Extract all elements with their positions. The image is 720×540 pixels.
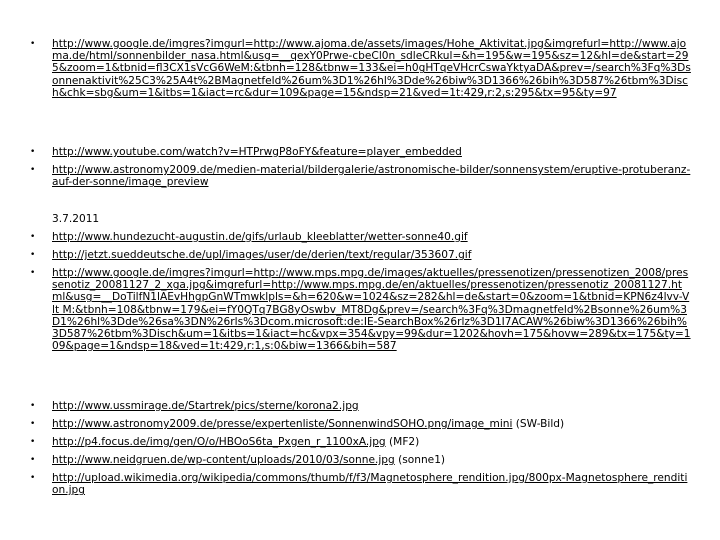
reference-link[interactable]: http://www.astronomy2009.de/medien-material/bildergalerie/astronomische-bilder/sonnensystem/eruptive-protuberanz-auf-der-sonne/image_preview bbox=[52, 164, 691, 189]
bullet: • bbox=[30, 419, 36, 429]
reference-link[interactable]: http://www.google.de/imgres?imgurl=http://www.ajoma.de/assets/images/Hohe_Aktivitat.jpg&imgrefurl=http://www.ajoma.de/html/sonnenbilder_nasa.html&usg=__qexY0Prwe-cbeCl0n_sdleCRkul=&h=195&w=195&sz=12&hl=de&start=295&zoom=1&tbnid=fl3CX1sVcG6WeM:&tbnh=128&tbnw=133&ei=h0gHTqeVHcrCswaYktyaDA&prev=/search%3Fq%3Dsonnenaktivit%25C3%25A4t%2BMagnetfeld%26um%3D1%26hl%3Dde%26biw%3D1366%26bih%3D587%26tbm%3Disch&chk=sbg&um=1&itbs=1&iact=rc&dur=109&page=15&ndsp=21&ved=1t:429,r:2,s:295&tx=95&ty=97 bbox=[52, 38, 691, 99]
list-item bbox=[52, 436, 692, 448]
list-item bbox=[52, 231, 692, 243]
bullet: • bbox=[30, 473, 36, 483]
link-note: (SW-Bild) bbox=[512, 418, 565, 430]
reference-link[interactable]: http://www.ussmirage.de/Startrek/pics/sterne/korona2.jpg bbox=[52, 400, 359, 412]
list-item bbox=[52, 267, 692, 352]
date-label: 3.7.2011 bbox=[52, 213, 100, 225]
list-item bbox=[52, 472, 692, 496]
reference-link[interactable]: http://www.hundezucht-augustin.de/gifs/urlaub_kleeblatter/wetter-sonne40.gif bbox=[52, 231, 468, 243]
bullet: • bbox=[30, 232, 36, 242]
reference-link[interactable]: http://www.google.de/imgres?imgurl=http://www.mps.mpg.de/images/aktuelles/pressenotizen/pressenotizen_2008/pressenotiz_20081127_2_xga.jpg&imgrefurl=http://www.mps.mpg.de/en/aktuelles/pressenotizen/pressenotiz_20081127.html&usg=__DoTilfN1lAEvHhgpGnWTmwklpls=&h=620&w=1024&sz=282&hl=de&start=0&zoom=1&tbnid=KPN6z4lvv-Vlt M:&tbnh=108&tbnw=179&ei=fY0QTq7BG8yOswbv_MT8Dg&prev=/search%3Fq%3Dmagnetfeld%2Bsonne%26um%3D1%26hl%3Dde%26sa%3DN%26rls%3Dcom.microsoft:de:IE-SearchBox%26rlz%3D1I7ACAW%26biw%3D1366%26bih%3D587%26tbm%3Disch&um=1&itbs=1&iact=hc&vpx=354&vpy=99&dur=1202&hovh=175&hovw=289&tx=175&ty=109&page=1&ndsp=18&ved=1t:429,r:1,s:0&biw=1366&bih=587 bbox=[52, 267, 691, 353]
bullet: • bbox=[30, 268, 36, 278]
list-item bbox=[52, 400, 692, 412]
reference-link[interactable]: http://www.neidgruen.de/wp-content/uploads/2010/03/sonne.jpg bbox=[52, 454, 395, 466]
reference-link[interactable]: http://jetzt.sueddeutsche.de/upl/images/user/de/derien/text/regular/353607.gif bbox=[52, 249, 472, 261]
list-item bbox=[52, 418, 692, 430]
bullet: • bbox=[30, 165, 36, 175]
reference-link[interactable]: http://www.youtube.com/watch?v=HTPrwgP8oFY&feature=player_embedded bbox=[52, 146, 462, 158]
list-item bbox=[52, 249, 692, 261]
list-item bbox=[52, 146, 692, 158]
reference-link[interactable]: http://p4.focus.de/img/gen/O/o/HBOoS6ta_Pxgen_r_1100xA.jpg bbox=[52, 436, 386, 448]
bullet: • bbox=[30, 455, 36, 465]
bullet: • bbox=[30, 401, 36, 411]
bullet: • bbox=[30, 437, 36, 447]
list-item bbox=[52, 38, 692, 99]
link-note: (MF2) bbox=[385, 436, 420, 448]
reference-link[interactable]: http://upload.wikimedia.org/wikipedia/commons/thumb/f/f3/Magnetosphere_rendition.jpg/800px-Magnetosphere_rendition.jpg bbox=[52, 472, 688, 497]
list-item bbox=[52, 164, 692, 188]
reference-link[interactable]: http://www.astronomy2009.de/presse/expertenliste/SonnenwindSOHO.png/image_mini bbox=[52, 418, 513, 430]
bullet: • bbox=[30, 147, 36, 157]
bullet: • bbox=[30, 39, 36, 49]
bullet: • bbox=[30, 250, 36, 260]
link-note: (sonne1) bbox=[394, 454, 446, 466]
list-item bbox=[52, 454, 692, 466]
